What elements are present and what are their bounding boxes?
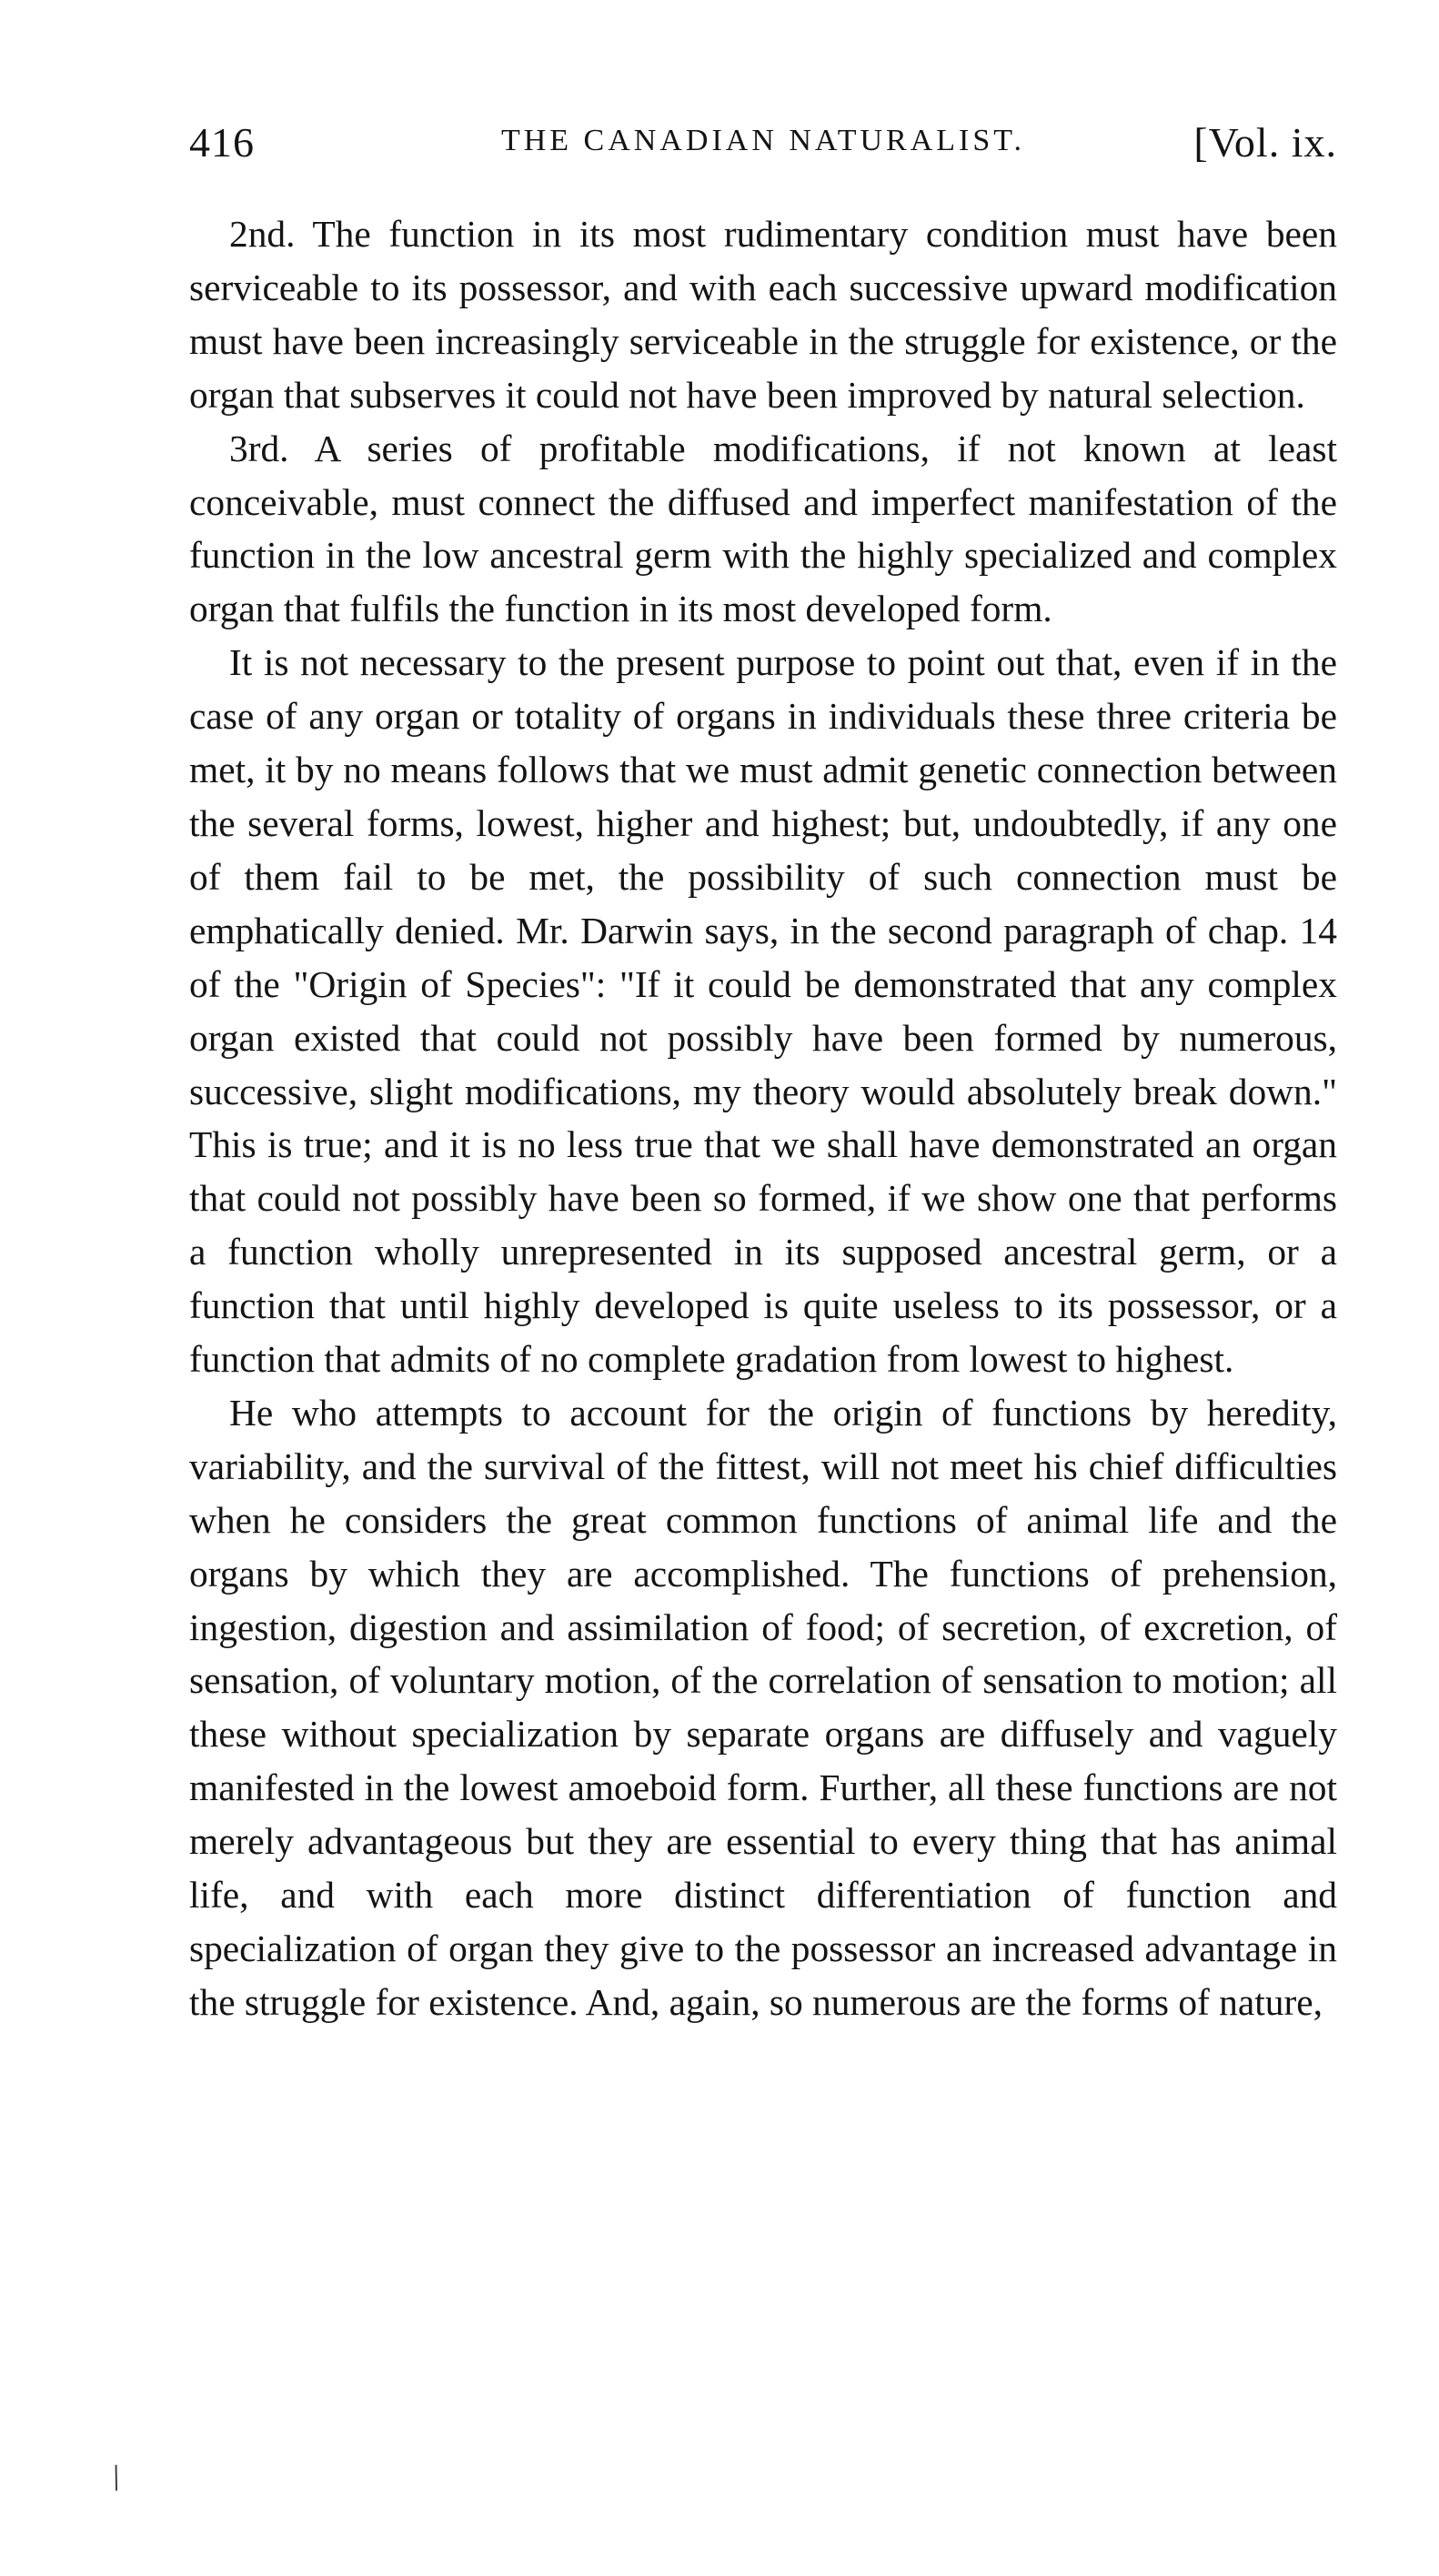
journal-title: THE CANADIAN NATURALIST. [500,124,1026,157]
volume-label: [Vol. ix. [1193,119,1337,166]
paragraph-second-criterion: 2nd. The function in its most rudimentary condition must have been serviceable to its possessor, and with each successive upward modification must have been increasingly serviceable in the struggle for existence, or the organ that subserves it could not have been improved by natural selection. [189,213,1337,416]
page [189,118,1337,2029]
paragraph-functions: He who attempts to account for the origin of functions by heredity, variability, and the survival of the fittest, will not meet his chief difficulties when he considers the great common functions of animal life and the organs by which they are accomplished. The functions of prehension, ingestion, digestion and assimilation of food; of secretion, of excretion, of sensation, of voluntary motion, of the correlation of sensation to motion; all these without specialization by separate organs are diffusely and vaguely manifested in the lowest amoeboid form. Further, all these functions are not merely advantageous but they are essential to every thing that has animal life, and with each more distinct differentiation of function and specialization of organ they give to the possessor an increased advantage in the struggle for existence. And, again, so numerous are the forms of nature, [189,1391,1337,2023]
stray-mark: / [104,2456,128,2499]
paragraph-third-criterion: 3rd. A series of profitable modifications, if not known at least conceivable, must connect the diffused and imperfect manifestation of the function in the low ancestral germ with the highly specialized and complex organ that fulfils the function in its most developed form. [189,427,1337,630]
page-number: 416 [189,119,255,166]
paragraph-darwin-quote: It is not necessary to the present purpose to point out that, even if in the case of any organ or totality of organs in individuals these three criteria be met, it by no means follows that we must admit genetic connection between the several forms, lowest, higher and highest; but, undoubtedly, if any one of them fail to be met, the possibility of such connection must be emphatically denied. Mr. Darwin says, in the second paragraph of chap. 14 of the "Origin of Species": "If it could be demonstrated that any complex organ existed that could not possibly have been formed by numerous, successive, slight modifications, my theory would absolutely break down." This is true; and it is no less true that we shall have demonstrated an organ that could not possibly have been so formed, if we show one that performs a function wholly unrepresented in its supposed ancestral germ, or a function that until highly developed is quite useless to its possessor, or a function that admits of no complete gradation from lowest to highest. [189,641,1337,1381]
running-head [189,118,1337,173]
body-text [189,207,1337,2029]
